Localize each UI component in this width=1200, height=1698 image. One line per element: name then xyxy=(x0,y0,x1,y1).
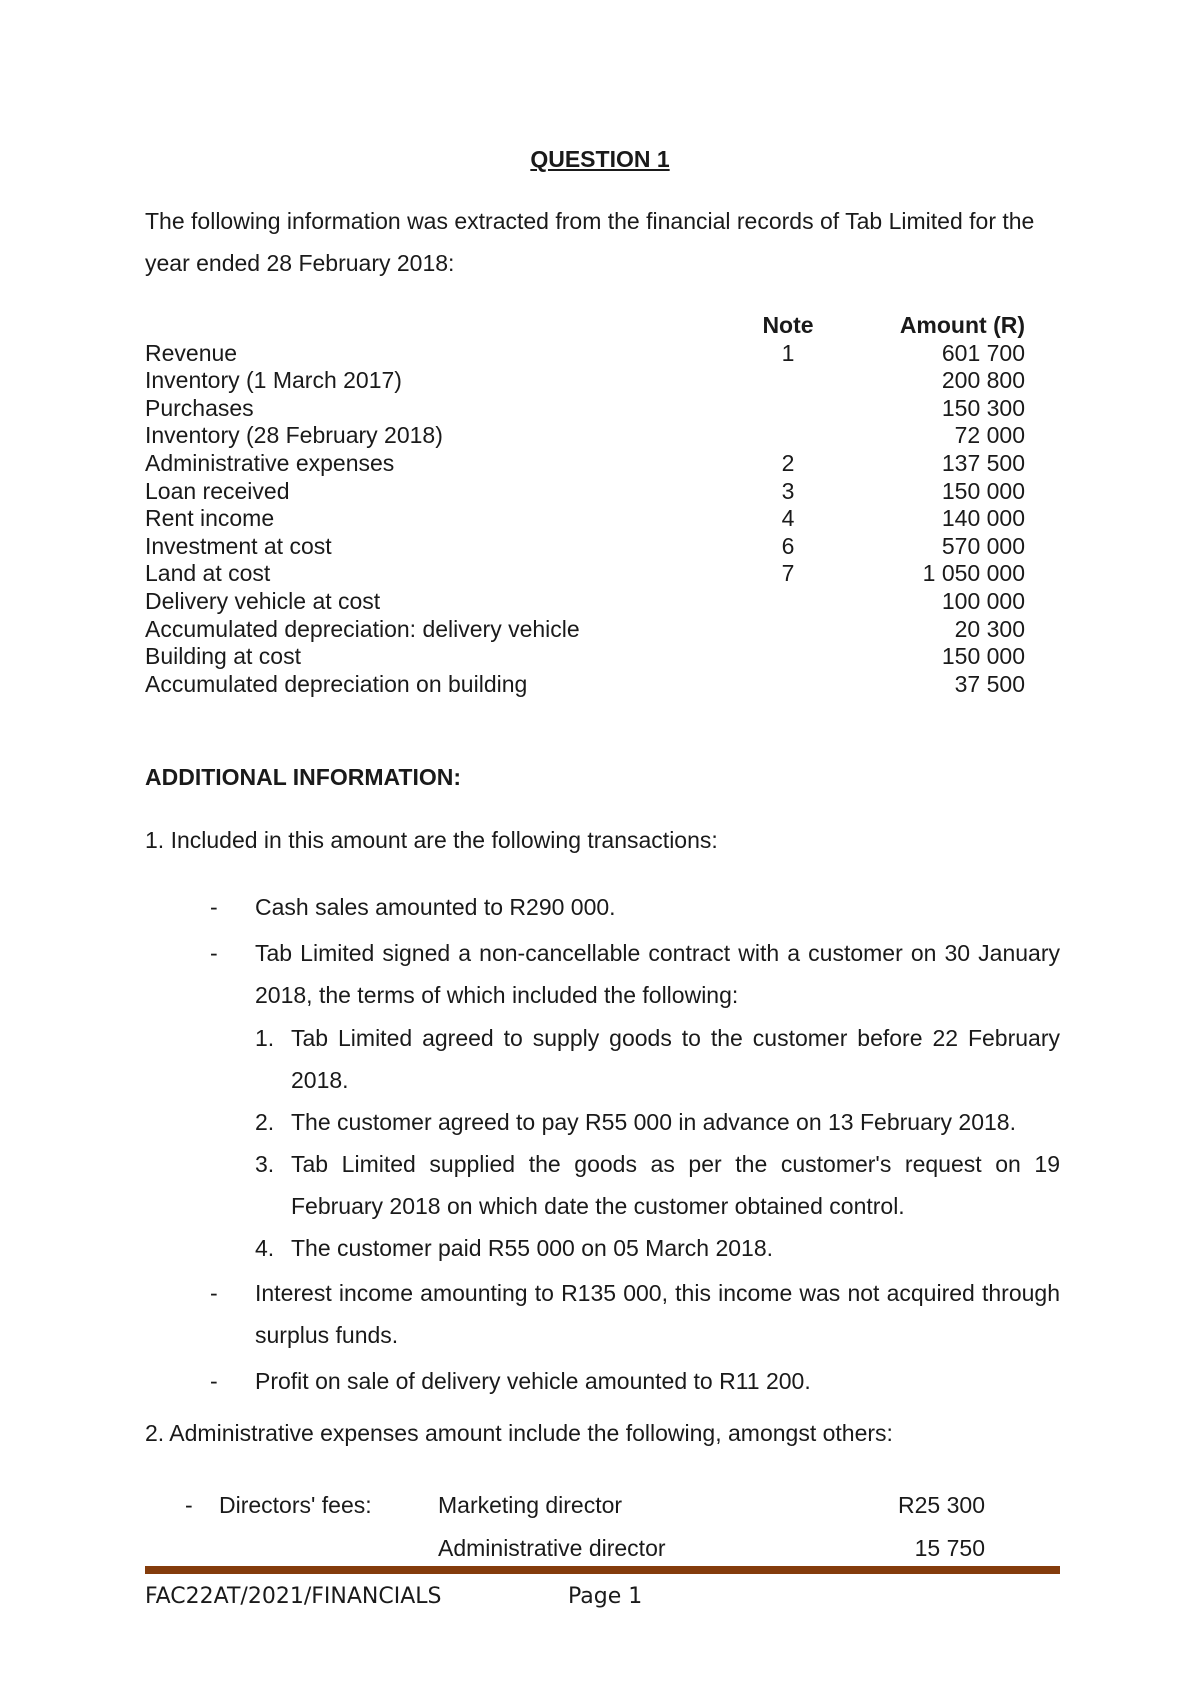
director-name: Marketing director xyxy=(438,1492,623,1518)
bullet-text: Interest income amounting to R135 000, this income was not acquired through surplus funds. xyxy=(255,1279,1060,1348)
director-fee-amount: R25 300 xyxy=(898,1492,985,1518)
contract-term xyxy=(255,1101,1060,1143)
term-number: 2. xyxy=(255,1108,275,1135)
table-row xyxy=(145,395,1025,423)
term-number: 1. xyxy=(255,1024,275,1051)
fees-row xyxy=(185,1484,985,1527)
row-amount: 601 700 xyxy=(941,339,1025,366)
row-amount: 37 500 xyxy=(954,670,1025,697)
bullet-dash: - xyxy=(210,1279,218,1306)
table-row xyxy=(145,560,1025,588)
row-label: Administrative expenses xyxy=(145,449,395,476)
row-label: Accumulated depreciation: delivery vehicle xyxy=(145,615,580,642)
director-name: Administrative director xyxy=(438,1535,666,1561)
item-1-bullet-list xyxy=(210,886,1060,1405)
contract-terms-list xyxy=(255,1017,1060,1269)
page-title: QUESTION 1 xyxy=(530,146,670,172)
bullet-dash: - xyxy=(185,1492,193,1518)
row-label: Inventory (28 February 2018) xyxy=(145,422,443,449)
row-amount: 72 000 xyxy=(954,422,1025,449)
table-row xyxy=(145,478,1025,506)
row-label: Accumulated depreciation on building xyxy=(145,670,528,697)
row-label: Loan received xyxy=(145,477,290,504)
directors-fees-list xyxy=(185,1484,985,1570)
footer-rule xyxy=(145,1566,1060,1574)
row-note: 2 xyxy=(781,449,795,476)
table-row xyxy=(145,643,1025,671)
row-label: Inventory (1 March 2017) xyxy=(145,367,402,394)
term-number: 3. xyxy=(255,1150,275,1177)
contract-term xyxy=(255,1227,1060,1269)
table-row xyxy=(145,671,1025,699)
financial-table xyxy=(145,312,1025,698)
row-amount: 570 000 xyxy=(941,532,1025,559)
bullet-profit-on-sale xyxy=(210,1360,1060,1403)
table-row xyxy=(145,422,1025,450)
intro-paragraph: The following information was extracted from the financial records of Tab Limited for the year ended 28 February 2018: xyxy=(145,208,1035,276)
row-label: Land at cost xyxy=(145,560,271,587)
additional-item-2: 2. Administrative expenses amount include the following, amongst others: xyxy=(145,1420,893,1446)
table-row xyxy=(145,588,1025,616)
table-row xyxy=(145,367,1025,395)
amount-column-header: Amount (R) xyxy=(899,312,1025,338)
contract-term xyxy=(255,1143,1060,1227)
table-row xyxy=(145,340,1025,368)
bullet-dash: - xyxy=(210,1367,218,1394)
row-amount: 140 000 xyxy=(941,505,1025,532)
term-text: Tab Limited agreed to supply goods to the customer before 22 February 2018. xyxy=(291,1024,1060,1093)
row-label: Investment at cost xyxy=(145,532,332,559)
table-row xyxy=(145,533,1025,561)
bullet-dash: - xyxy=(210,939,218,966)
footer-page-number: Page 1 xyxy=(568,1584,643,1609)
footer-course-code: FAC22AT/2021/FINANCIALS xyxy=(145,1584,442,1609)
table-header-row xyxy=(145,312,1025,340)
additional-item-1: 1. Included in this amount are the following transactions: xyxy=(145,827,718,853)
bullet-text: Tab Limited signed a non-cancellable contract with a customer on 30 January 2018, the terms of which included the following: xyxy=(255,939,1060,1008)
additional-info-heading: ADDITIONAL INFORMATION: xyxy=(145,764,462,790)
directors-fees-label: Directors' fees: xyxy=(219,1492,372,1518)
row-label: Purchases xyxy=(145,394,254,421)
term-text: The customer paid R55 000 on 05 March 2018. xyxy=(291,1234,774,1261)
row-note: 6 xyxy=(781,532,795,559)
table-row xyxy=(145,450,1025,478)
row-label: Building at cost xyxy=(145,643,301,670)
row-label: Delivery vehicle at cost xyxy=(145,587,381,614)
term-text: Tab Limited supplied the goods as per the customer's request on 19 February 2018 on which date the customer obtained control. xyxy=(291,1150,1060,1219)
term-text: The customer agreed to pay R55 000 in advance on 13 February 2018. xyxy=(291,1108,1016,1135)
row-amount: 200 800 xyxy=(941,367,1025,394)
contract-term xyxy=(255,1017,1060,1101)
row-amount: 137 500 xyxy=(941,449,1025,476)
row-note: 3 xyxy=(781,477,795,504)
note-column-header: Note xyxy=(762,312,814,338)
bullet-cash-sales xyxy=(210,886,1060,929)
row-amount: 1 050 000 xyxy=(922,560,1025,587)
row-note: 7 xyxy=(781,560,795,587)
bullet-dash: - xyxy=(210,894,218,920)
table-row xyxy=(145,616,1025,644)
bullet-text: Cash sales amounted to R290 000. xyxy=(255,894,616,920)
bullet-interest-income xyxy=(210,1272,1060,1357)
bullet-text: Profit on sale of delivery vehicle amounted to R11 200. xyxy=(255,1367,811,1394)
term-number: 4. xyxy=(255,1234,275,1261)
fees-row xyxy=(185,1527,985,1570)
row-note: 1 xyxy=(781,339,795,366)
row-amount: 20 300 xyxy=(954,615,1025,642)
row-amount: 150 000 xyxy=(941,477,1025,504)
row-label: Rent income xyxy=(145,505,275,532)
row-label: Revenue xyxy=(145,339,238,366)
row-amount: 100 000 xyxy=(941,587,1025,614)
row-amount: 150 000 xyxy=(941,643,1025,670)
row-amount: 150 300 xyxy=(941,394,1025,421)
director-fee-amount: 15 750 xyxy=(914,1535,985,1561)
bullet-contract xyxy=(210,932,1060,1269)
table-row xyxy=(145,505,1025,533)
row-note: 4 xyxy=(781,505,795,532)
table-body xyxy=(145,340,1025,699)
